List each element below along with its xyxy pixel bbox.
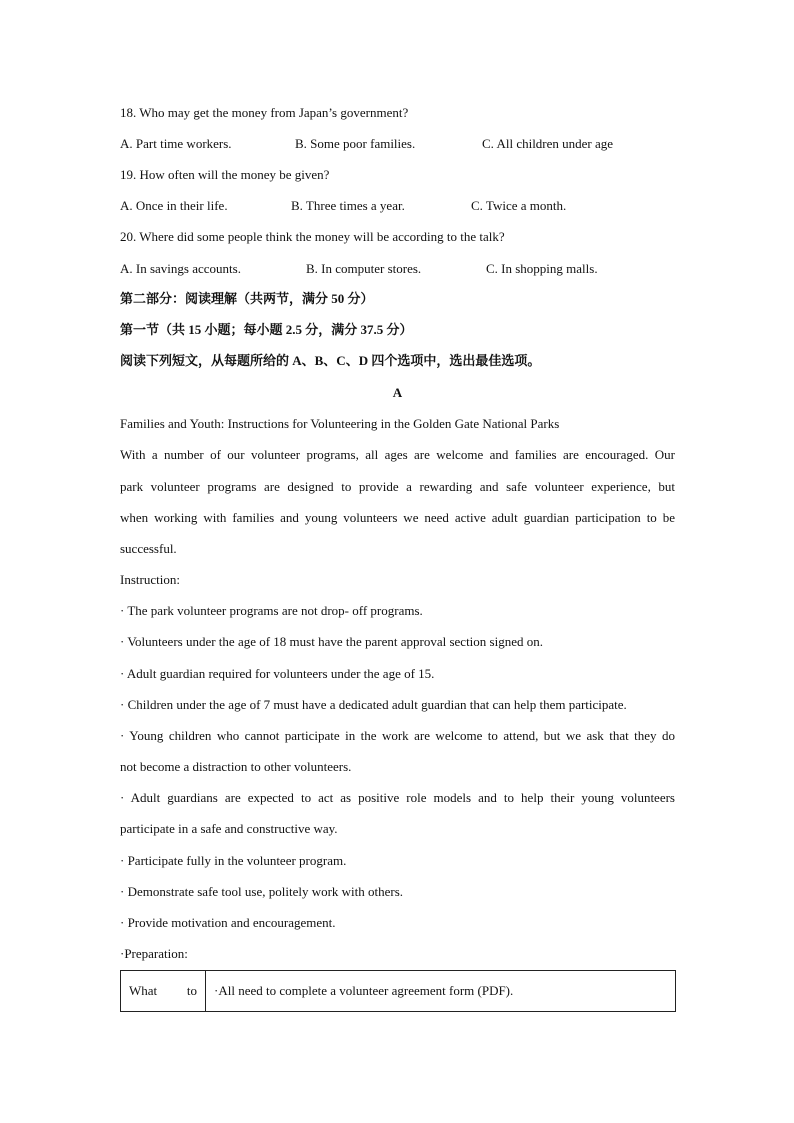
question-19-option-b: B. Three times a year. (291, 198, 405, 213)
table-cell-content: ·All need to complete a volunteer agreement form (PDF). (206, 971, 676, 1012)
passage-label: A (392, 385, 403, 400)
part-title: 第二部分：阅读理解（共两节，满分 50 分） (120, 291, 374, 306)
young-children-line: not become a distraction to other volunteers. (120, 759, 352, 774)
instruction-bullet: · Children under the age of 7 must have a dedicated adult guardian that can help them participate. (120, 697, 627, 712)
instruction-bullet: · Volunteers under the age of 18 must have the parent approval section signed on. (120, 634, 543, 649)
guardian-bullet: · Participate fully in the volunteer program. (120, 853, 347, 868)
section-subtitle: 第一节（共 15 小题；每小题 2.5 分，满分 37.5 分） (120, 322, 413, 337)
question-20-option-a: A. In savings accounts. (120, 261, 241, 276)
guardian-bullet: · Demonstrate safe tool use, politely work with others. (120, 884, 404, 899)
instruction-bullet: · The park volunteer programs are not drop- off programs. (120, 603, 423, 618)
instruction-heading: Instruction: (120, 572, 180, 587)
question-18-option-c: C. All children under age (482, 136, 614, 151)
question-20-option-c: C. In shopping malls. (486, 261, 598, 276)
intro-line: successful. (120, 541, 177, 556)
intro-line: when working with families and young volunteers we need active adult guardian participation to be (120, 510, 675, 525)
guardian-bullet: · Provide motivation and encouragement. (120, 915, 336, 930)
intro-line: park volunteer programs are designed to provide a rewarding and safe volunteer experience, but (120, 479, 675, 494)
young-children-line: · Young children who cannot participate in the work are welcome to attend, but we ask that they do (120, 728, 675, 743)
instruction-bullet: · Adult guardian required for volunteers under the age of 15. (120, 666, 435, 681)
question-20-stem: 20. Where did some people think the money will be according to the talk? (120, 229, 505, 244)
passage-title: Families and Youth: Instructions for Volunteering in the Golden Gate National Parks (120, 416, 560, 431)
question-18-stem: 18. Who may get the money from Japan’s government? (120, 105, 409, 120)
question-19-option-c: C. Twice a month. (471, 198, 567, 213)
question-19-option-a: A. Once in their life. (120, 198, 228, 213)
question-20-option-b: B. In computer stores. (306, 261, 422, 276)
guardian-line: · Adult guardians are expected to act as positive role models and to help their young volunteers (120, 790, 675, 805)
question-18-option-a: A. Part time workers. (120, 136, 232, 151)
guardian-line: participate in a safe and constructive way. (120, 821, 338, 836)
preparation-table (120, 970, 676, 1012)
question-19-stem: 19. How often will the money be given? (120, 167, 330, 182)
intro-line: With a number of our volunteer programs, all ages are welcome and families are encouraged. Our (120, 447, 675, 462)
section-directions: 阅读下列短文，从每题所给的 A、B、C、D 四个选项中，选出最佳选项。 (120, 353, 541, 368)
table-row (121, 971, 676, 1012)
table-cell-label: What to (121, 971, 206, 1012)
preparation-heading: ·Preparation: (120, 946, 188, 961)
question-18-option-b: B. Some poor families. (295, 136, 416, 151)
